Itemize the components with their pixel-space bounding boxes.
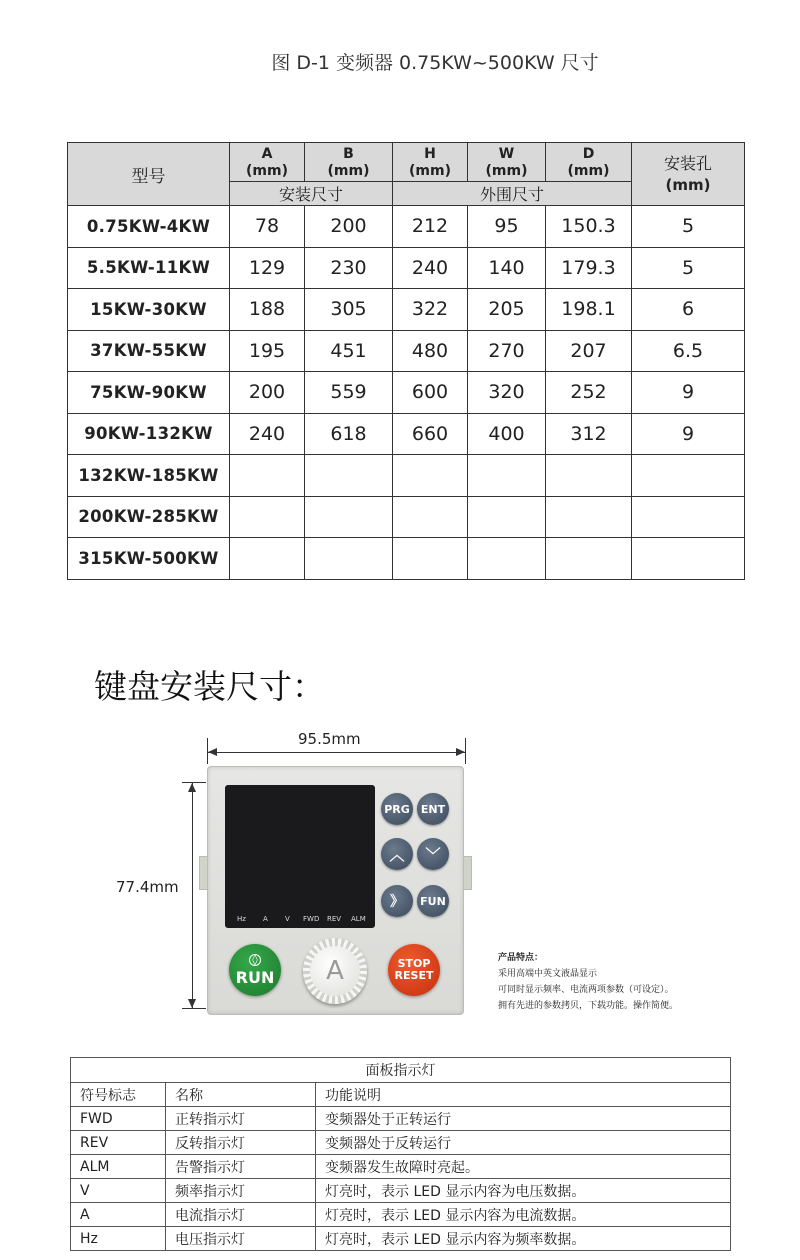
- value-cell-a: 129: [230, 247, 305, 289]
- value-cell-w: 270: [468, 330, 546, 372]
- value-cell-h: [393, 496, 468, 538]
- indicator-name-cell: 反转指示灯: [166, 1131, 316, 1155]
- header-col-b: B (mm): [305, 143, 393, 182]
- table-row: [68, 455, 745, 497]
- header-col-a: A (mm): [230, 143, 305, 182]
- indicator-desc-cell: 变频器处于正转运行: [316, 1107, 731, 1131]
- value-cell-hole: 5: [632, 247, 745, 289]
- arrow-down-icon: [188, 999, 196, 1008]
- product-features: [498, 950, 678, 1014]
- group-outer-size: 外围尺寸: [393, 182, 632, 206]
- indicator-symbol-cell: A: [71, 1203, 166, 1227]
- indicator-name-cell: 电流指示灯: [166, 1203, 316, 1227]
- value-cell-a: 240: [230, 413, 305, 455]
- up-arrow-icon: ︿: [381, 838, 413, 870]
- features-title: 产品特点：: [498, 953, 544, 963]
- table-row: [71, 1203, 731, 1227]
- value-cell-b: [305, 455, 393, 497]
- value-cell-d: [546, 496, 632, 538]
- model-cell: 75KW-90KW: [68, 372, 230, 414]
- arrow-left-icon: [208, 748, 217, 756]
- value-cell-a: 200: [230, 372, 305, 414]
- table-row: [71, 1155, 731, 1179]
- value-cell-d: 198.1: [546, 289, 632, 331]
- indicator-v: V: [285, 915, 290, 923]
- table-row: [71, 1131, 731, 1155]
- value-cell-h: 660: [393, 413, 468, 455]
- indicator-desc-cell: 灯亮时，表示 LED 显示内容为频率数据。: [316, 1227, 731, 1251]
- model-cell: 132KW-185KW: [68, 455, 230, 497]
- value-cell-w: 320: [468, 372, 546, 414]
- width-ext-line-right: [465, 738, 466, 764]
- prg-button: PRG: [381, 793, 413, 825]
- indicator-name-cell: 正转指示灯: [166, 1107, 316, 1131]
- model-cell: 15KW-30KW: [68, 289, 230, 331]
- indicator-desc-cell: 灯亮时，表示 LED 显示内容为电压数据。: [316, 1179, 731, 1203]
- indicator-symbol-cell: ALM: [71, 1155, 166, 1179]
- header-mount-hole: 安装孔 (mm): [632, 143, 745, 206]
- value-cell-d: 252: [546, 372, 632, 414]
- dimension-table: [67, 142, 745, 580]
- value-cell-w: 400: [468, 413, 546, 455]
- value-cell-a: [230, 496, 305, 538]
- value-cell-hole: [632, 455, 745, 497]
- value-cell-hole: 9: [632, 372, 745, 414]
- value-cell-h: 322: [393, 289, 468, 331]
- header-col-d: D (mm): [546, 143, 632, 182]
- model-cell: 315KW-500KW: [68, 538, 230, 580]
- indicator-name-cell: 频率指示灯: [166, 1179, 316, 1203]
- indicator-desc-cell: 变频器发生故障时亮起。: [316, 1155, 731, 1179]
- indicator-table-title: 面板指示灯: [71, 1058, 731, 1083]
- lcd-screen: [225, 785, 375, 928]
- value-cell-h: [393, 538, 468, 580]
- value-cell-b: [305, 496, 393, 538]
- table-row: [71, 1107, 731, 1131]
- table-row: [68, 413, 745, 455]
- model-cell: 5.5KW-11KW: [68, 247, 230, 289]
- value-cell-b: 451: [305, 330, 393, 372]
- value-cell-d: 207: [546, 330, 632, 372]
- indicator-desc-cell: 变频器处于反转运行: [316, 1131, 731, 1155]
- header-col-h: H (mm): [393, 143, 468, 182]
- value-cell-hole: 9: [632, 413, 745, 455]
- figure-caption: 图 D-1 变频器 0.75KW~500KW 尺寸: [271, 52, 599, 74]
- arrow-up-icon: [188, 783, 196, 792]
- value-cell-w: 95: [468, 206, 546, 248]
- value-cell-b: 305: [305, 289, 393, 331]
- value-cell-b: [305, 538, 393, 580]
- indicator-name-cell: 告警指示灯: [166, 1155, 316, 1179]
- value-cell-d: 150.3: [546, 206, 632, 248]
- width-label: 95.5mm: [298, 730, 361, 748]
- value-cell-hole: 5: [632, 206, 745, 248]
- indicator-symbol-cell: REV: [71, 1131, 166, 1155]
- keyboard-section-title: 键盘安装尺寸：: [94, 667, 325, 706]
- height-dimension-line: [192, 782, 193, 1009]
- indicator-alm: ALM: [351, 915, 366, 923]
- keypad-clip-right: [463, 856, 472, 890]
- feature-line: 拥有先进的参数拷贝，下载功能。操作简便。: [498, 1001, 679, 1011]
- indicator-a: A: [263, 915, 268, 923]
- value-cell-hole: [632, 538, 745, 580]
- value-cell-h: 480: [393, 330, 468, 372]
- feature-line: 可同时显示频率、电流两项参数（可设定）。: [498, 985, 674, 995]
- value-cell-d: 179.3: [546, 247, 632, 289]
- value-cell-a: [230, 455, 305, 497]
- value-cell-a: 195: [230, 330, 305, 372]
- power-icon: ◊: [249, 954, 261, 966]
- header-symbol: 符号标志: [71, 1083, 166, 1107]
- table-row: [68, 247, 745, 289]
- header-model: 型号: [68, 143, 230, 206]
- header-col-w: W (mm): [468, 143, 546, 182]
- value-cell-hole: [632, 496, 745, 538]
- indicator-desc-cell: 灯亮时，表示 LED 显示内容为电流数据。: [316, 1203, 731, 1227]
- run-button: [229, 944, 281, 996]
- value-cell-a: 78: [230, 206, 305, 248]
- value-cell-hole: 6: [632, 289, 745, 331]
- indicator-hz: Hz: [237, 915, 246, 923]
- value-cell-d: [546, 455, 632, 497]
- value-cell-b: 230: [305, 247, 393, 289]
- value-cell-w: [468, 455, 546, 497]
- shift-icon: 》: [381, 885, 413, 917]
- indicator-symbol-cell: FWD: [71, 1107, 166, 1131]
- indicator-symbol-cell: V: [71, 1179, 166, 1203]
- model-cell: 90KW-132KW: [68, 413, 230, 455]
- indicator-name-cell: 电压指示灯: [166, 1227, 316, 1251]
- group-install-size: 安装尺寸: [230, 182, 393, 206]
- stop-label: STOP: [397, 957, 431, 970]
- table-row: [68, 496, 745, 538]
- value-cell-b: 200: [305, 206, 393, 248]
- model-cell: 37KW-55KW: [68, 330, 230, 372]
- value-cell-d: [546, 538, 632, 580]
- model-cell: 0.75KW-4KW: [68, 206, 230, 248]
- value-cell-w: [468, 496, 546, 538]
- table-row: [71, 1227, 731, 1251]
- value-cell-w: 205: [468, 289, 546, 331]
- value-cell-h: 600: [393, 372, 468, 414]
- value-cell-h: 240: [393, 247, 468, 289]
- fun-button: FUN: [417, 885, 449, 917]
- arrow-right-icon: [456, 748, 465, 756]
- value-cell-w: [468, 538, 546, 580]
- indicator-fwd: FWD: [303, 915, 320, 923]
- table-row: [68, 206, 745, 248]
- table-row: [68, 289, 745, 331]
- reset-label: RESET: [394, 969, 434, 982]
- run-label: RUN: [235, 967, 275, 987]
- value-cell-b: 559: [305, 372, 393, 414]
- value-cell-h: [393, 455, 468, 497]
- ent-button: ENT: [417, 793, 449, 825]
- feature-line: 采用高端中英文液晶显示: [498, 969, 598, 979]
- value-cell-a: [230, 538, 305, 580]
- height-label: 77.4mm: [116, 878, 179, 896]
- height-ext-line-bottom: [182, 1008, 206, 1009]
- knob-cap: A: [310, 946, 360, 996]
- table-row: [71, 1179, 731, 1203]
- indicator-rev: REV: [327, 915, 342, 923]
- table-row: [68, 538, 745, 580]
- value-cell-h: 212: [393, 206, 468, 248]
- indicator-table: [70, 1057, 731, 1251]
- value-cell-a: 188: [230, 289, 305, 331]
- table-row: [68, 330, 745, 372]
- header-function: 功能说明: [316, 1083, 731, 1107]
- value-cell-hole: 6.5: [632, 330, 745, 372]
- indicator-symbol-cell: Hz: [71, 1227, 166, 1251]
- down-arrow-icon: ﹀: [417, 838, 449, 870]
- table-row: [68, 372, 745, 414]
- value-cell-w: 140: [468, 247, 546, 289]
- header-name: 名称: [166, 1083, 316, 1107]
- width-dimension-line: [207, 752, 466, 753]
- value-cell-d: 312: [546, 413, 632, 455]
- model-cell: 200KW-285KW: [68, 496, 230, 538]
- stop-reset-button: [388, 944, 440, 996]
- value-cell-b: 618: [305, 413, 393, 455]
